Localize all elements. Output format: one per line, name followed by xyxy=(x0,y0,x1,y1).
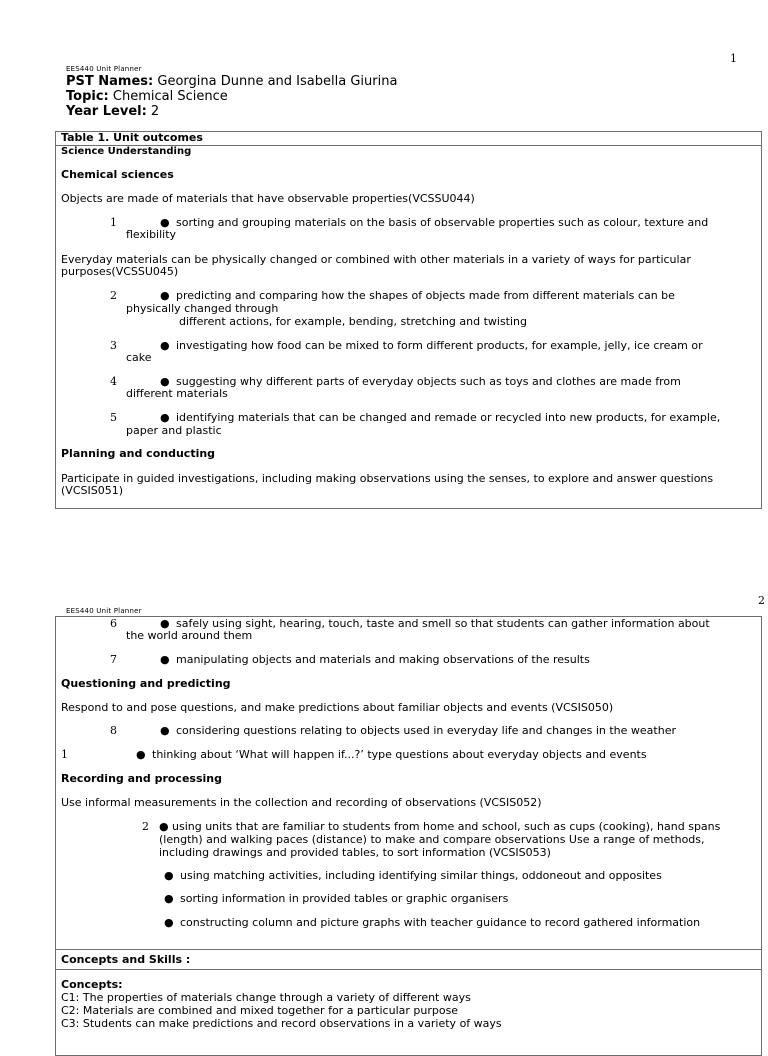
item-number: 2 xyxy=(110,289,117,302)
concept-c3: C3: Students can make predictions and record observations in a variety of ways xyxy=(61,1017,502,1030)
item-number: 3 xyxy=(110,339,117,352)
list-item-continued: including drawings and provided tables, to sort information (VCSIS053) xyxy=(159,846,551,859)
pst-names-line xyxy=(66,74,397,89)
list-item-continued: flexibility xyxy=(126,228,177,241)
unit-planner-label: EES440 Unit Planner xyxy=(66,65,142,73)
bullet-icon: ● xyxy=(160,339,170,352)
bullet-icon: ● xyxy=(159,820,169,833)
unit-outcomes-table-continued xyxy=(55,616,762,1056)
bullet-icon: ● xyxy=(160,724,170,737)
topic-line xyxy=(66,89,228,104)
concepts-heading: Concepts: xyxy=(61,978,123,991)
sub-list-item: using matching activities, including identifying similar things, oddoneout and opposites xyxy=(180,869,662,882)
concept-c1: C1: The properties of materials change through a variety of different ways xyxy=(61,991,471,1004)
informal-statement: Use informal measurements in the collection and recording of observations (VCSIS052) xyxy=(61,796,542,809)
item-number: 6 xyxy=(110,617,117,630)
unit-outcomes-table xyxy=(55,131,762,509)
table-title: Table 1. Unit outcomes xyxy=(61,131,203,144)
sub-list-item: constructing column and picture graphs with teacher guidance to record gathered information xyxy=(180,916,701,929)
list-item: identifying materials that can be changed and remade or recycled into new products, for example, xyxy=(176,411,721,424)
list-item: sorting and grouping materials on the basis of observable properties such as colour, texture and xyxy=(176,216,709,229)
year-level-value: 2 xyxy=(146,104,160,119)
list-item: predicting and comparing how the shapes of objects made from different materials can be xyxy=(176,289,675,302)
bullet-icon: ● xyxy=(160,653,170,666)
concept-c2: C2: Materials are combined and mixed together for a particular purpose xyxy=(61,1004,459,1017)
unit-planner-label: EES440 Unit Planner xyxy=(66,607,142,615)
list-item: manipulating objects and materials and making observations of the results xyxy=(176,653,590,666)
list-item-continued: (length) and walking paces (distance) to make and compare observations Use a range of methods, xyxy=(159,833,705,846)
list-item: thinking about ‘What will happen if...?’ type questions about everyday objects and events xyxy=(152,748,647,761)
objects-statement: Objects are made of materials that have observable properties(VCSSU044) xyxy=(61,192,475,205)
list-item: investigating how food can be mixed to form different products, for example, jelly, ice cream or xyxy=(176,339,703,352)
list-item: using units that are familiar to students from home and school, such as cups (cooking), hand spans xyxy=(172,820,721,833)
list-item-continued: cake xyxy=(126,351,152,364)
item-number: 2 xyxy=(142,820,149,833)
list-item-continued: the world around them xyxy=(126,629,253,642)
recording-heading: Recording and processing xyxy=(61,772,222,785)
pst-names-value: Georgina Dunne and Isabella Giurina xyxy=(153,74,398,89)
everyday-statement-continued: purposes(VCSSU045) xyxy=(61,265,179,278)
participate-statement-continued: (VCSIS051) xyxy=(61,484,123,497)
item-number: 1 xyxy=(61,748,68,761)
item-number: 1 xyxy=(110,216,117,229)
everyday-statement: Everyday materials can be physically changed or combined with other materials in a variety of ways for particular xyxy=(61,253,691,266)
table-divider xyxy=(56,969,761,970)
list-item-continued: different materials xyxy=(126,387,228,400)
bullet-icon: ● xyxy=(136,748,146,761)
bullet-icon: ● xyxy=(164,869,174,882)
page-number: 2 xyxy=(758,594,765,607)
bullet-icon: ● xyxy=(160,375,170,388)
list-item: considering questions relating to objects used in everyday life and changes in the weather xyxy=(176,724,676,737)
topic-label: Topic: xyxy=(66,89,109,104)
respond-statement: Respond to and pose questions, and make predictions about familiar objects and events (VCSIS050) xyxy=(61,701,614,714)
year-level-line xyxy=(66,104,159,119)
bullet-icon: ● xyxy=(164,892,174,905)
list-item-continued: different actions, for example, bending, stretching and twisting xyxy=(179,315,528,328)
bullet-icon: ● xyxy=(160,617,170,630)
list-item: safely using sight, hearing, touch, taste and smell so that students can gather information about xyxy=(176,617,710,630)
item-number: 8 xyxy=(110,724,117,737)
table-divider xyxy=(56,949,761,950)
item-number: 7 xyxy=(110,653,117,666)
science-understanding-heading: Science Understanding xyxy=(61,146,192,157)
chemical-sciences-heading: Chemical sciences xyxy=(61,168,174,181)
bullet-icon: ● xyxy=(160,411,170,424)
topic-value: Chemical Science xyxy=(108,89,228,104)
participate-statement: Participate in guided investigations, including making observations using the senses, to explore and answer questions xyxy=(61,472,714,485)
pst-names-label: PST Names: xyxy=(66,74,154,89)
list-item: suggesting why different parts of everyday objects such as toys and clothes are made from xyxy=(176,375,681,388)
questioning-heading: Questioning and predicting xyxy=(61,677,231,690)
bullet-icon: ● xyxy=(164,916,174,929)
year-level-label: Year Level: xyxy=(66,104,147,119)
list-item-continued: physically changed through xyxy=(126,302,279,315)
concepts-skills-heading: Concepts and Skills : xyxy=(61,953,191,966)
item-number: 4 xyxy=(110,375,117,388)
item-number: 5 xyxy=(110,411,117,424)
planning-heading: Planning and conducting xyxy=(61,447,216,460)
list-item-continued: paper and plastic xyxy=(126,424,222,437)
bullet-icon: ● xyxy=(160,216,170,229)
page-number: 1 xyxy=(730,52,737,65)
sub-list-item: sorting information in provided tables or graphic organisers xyxy=(180,892,509,905)
bullet-icon: ● xyxy=(160,289,170,302)
